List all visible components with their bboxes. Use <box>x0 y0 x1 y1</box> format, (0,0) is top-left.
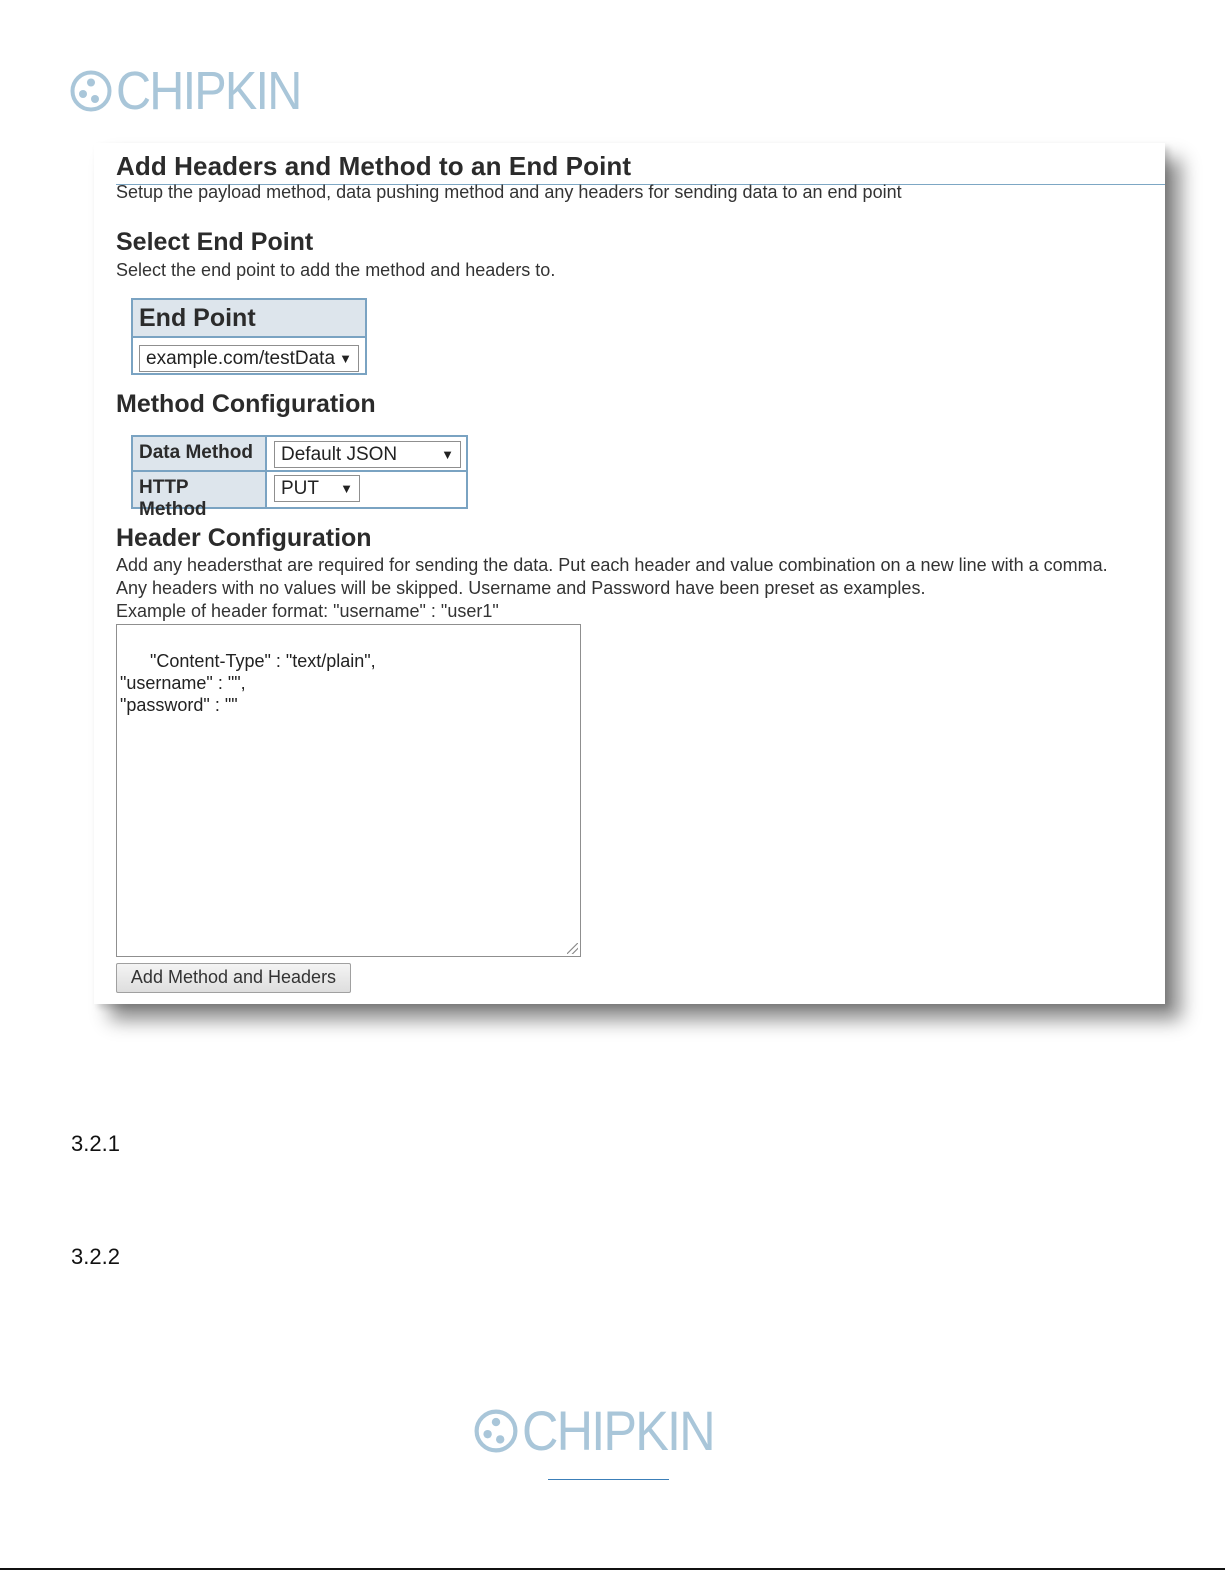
chipkin-logo-icon <box>474 1409 518 1453</box>
dropdown-arrow-icon: ▼ <box>441 447 454 462</box>
headers-textarea[interactable] <box>116 624 581 957</box>
header-config-line-3: Example of header format: "username" : "user1" <box>116 601 499 621</box>
end-point-table-header: End Point <box>133 300 365 338</box>
select-end-point-heading: Select End Point <box>116 228 314 256</box>
logo-wordmark: CHIPKIN <box>116 61 301 121</box>
header-config-heading: Header Configuration <box>116 524 372 552</box>
screenshot-panel <box>94 143 1165 1004</box>
panel-title-row <box>116 151 1165 185</box>
chipkin-footer-logo <box>474 1399 735 1462</box>
http-method-select-value: PUT <box>281 478 319 499</box>
method-config-heading: Method Configuration <box>116 390 376 418</box>
http-method-select[interactable] <box>274 475 360 502</box>
end-point-select-value: example.com/testData <box>146 348 336 369</box>
data-method-select[interactable] <box>274 441 461 468</box>
end-point-select[interactable] <box>139 345 359 372</box>
header-config-line-1: Add any headersthat are required for sending the data. Put each header and value combination on a new line with a comma. <box>116 555 1108 575</box>
section-number-3-2-2: 3.2.2 <box>71 1244 120 1269</box>
page-subtitle: Setup the payload method, data pushing method and any headers for sending data to an end point <box>116 182 902 202</box>
headers-textarea-value: "Content-Type" : "text/plain", "username" : "", "password" : "" <box>120 651 376 715</box>
section-number-3-2-1: 3.2.1 <box>71 1131 120 1156</box>
data-method-row <box>133 437 466 472</box>
end-point-table <box>131 298 367 375</box>
method-config-table <box>131 435 468 520</box>
http-method-row <box>133 472 466 520</box>
page-bottom-rule <box>0 1568 1225 1570</box>
chipkin-logo-icon <box>70 70 112 112</box>
dropdown-arrow-icon: ▼ <box>340 481 353 496</box>
footer-link-underline[interactable] <box>548 1479 669 1480</box>
chipkin-logo <box>70 61 321 121</box>
page-title: Add Headers and Method to an End Point <box>116 151 632 181</box>
http-method-label: HTTP Method <box>133 472 267 507</box>
select-end-point-description: Select the end point to add the method and headers to. <box>116 260 556 280</box>
data-method-select-value: Default JSON <box>281 444 398 465</box>
resize-grip-icon[interactable] <box>567 943 578 954</box>
add-method-and-headers-button[interactable]: Add Method and Headers <box>116 963 351 993</box>
header-config-line-2: Any headers with no values will be skipped. Username and Password have been preset as examples. <box>116 578 926 598</box>
dropdown-arrow-icon: ▼ <box>339 351 352 366</box>
footer-logo-wordmark: CHIPKIN <box>522 1399 714 1462</box>
data-method-label: Data Method <box>133 437 267 470</box>
